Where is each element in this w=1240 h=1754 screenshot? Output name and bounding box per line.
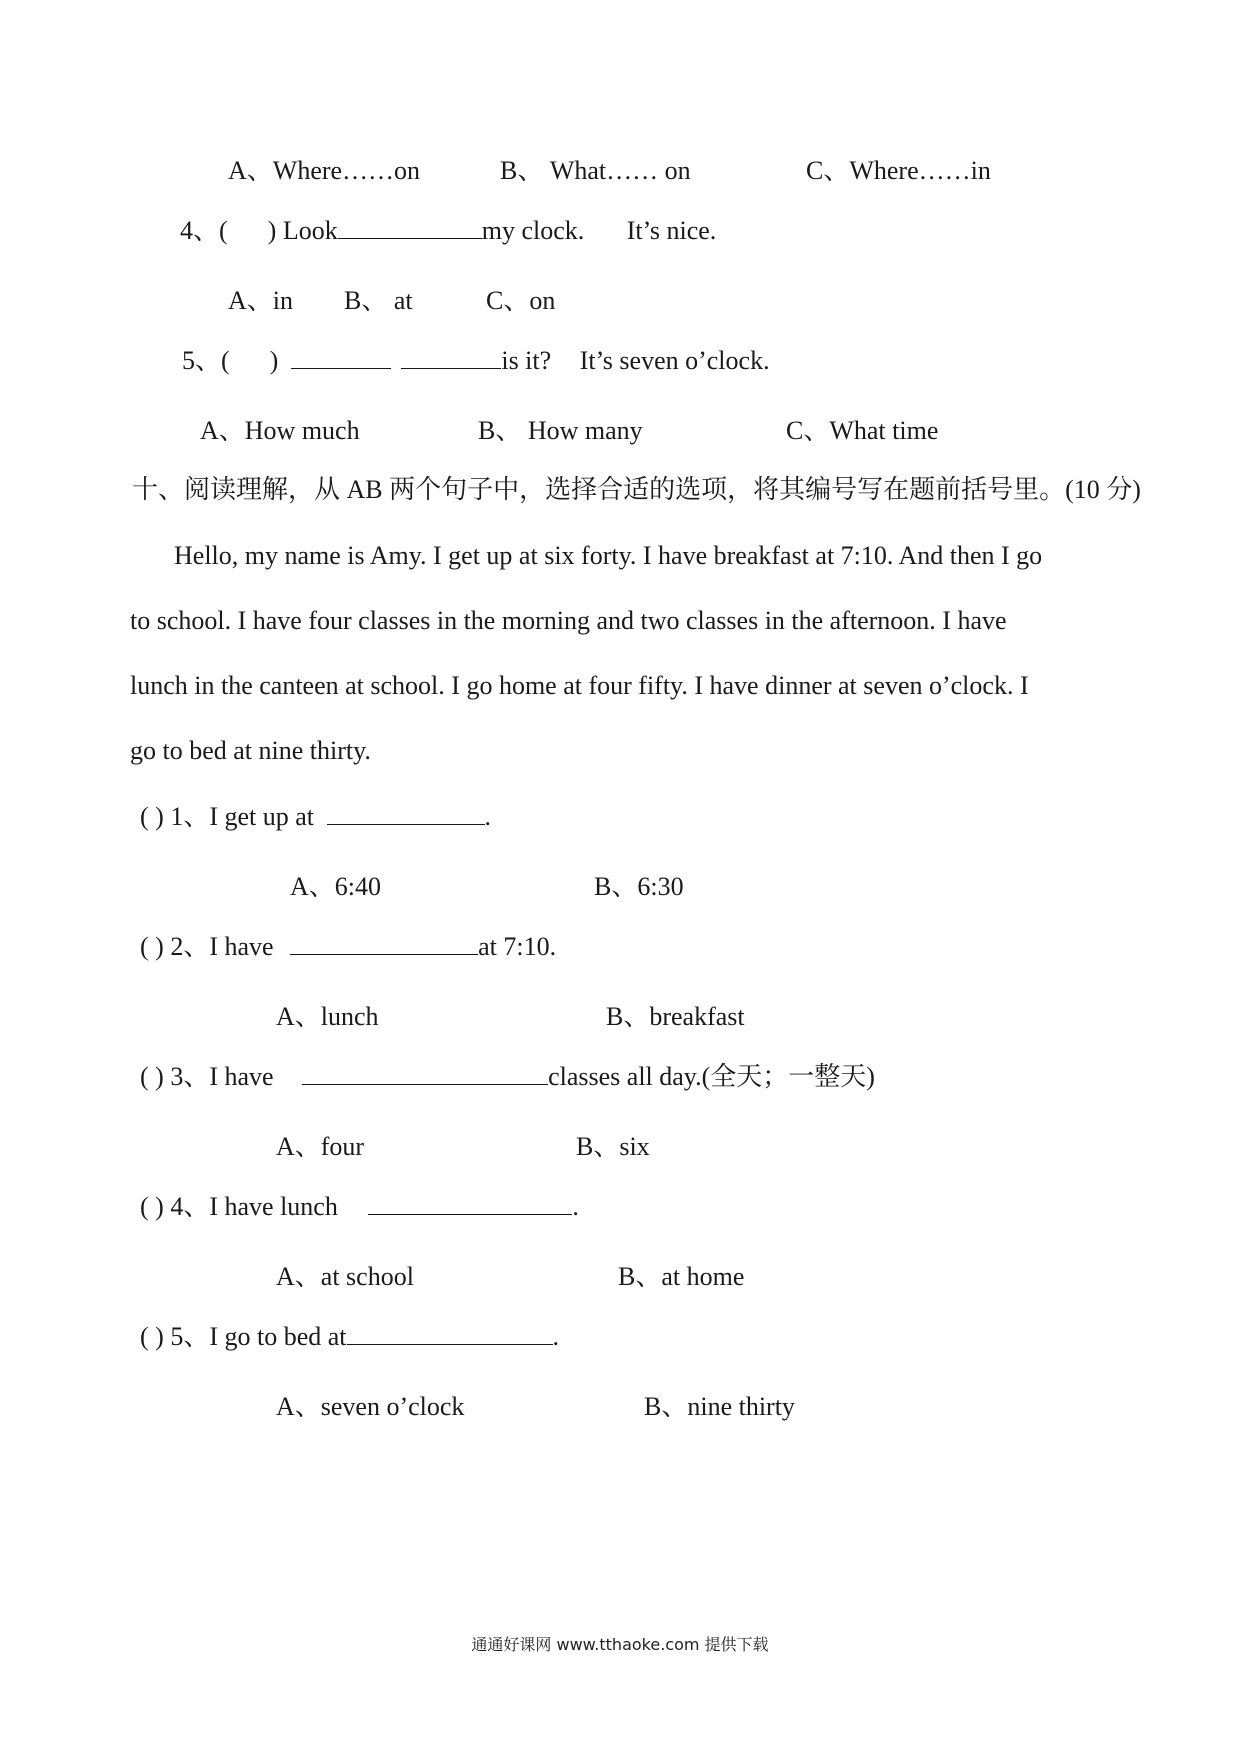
section-10-title: 十、阅读理解，从 AB 两个句子中，选择合适的选项，将其编号写在题前括号里。(10 分) [132, 475, 1141, 504]
q1-option-a: A、6:40 [290, 872, 382, 901]
q3-answer-blank[interactable] [302, 1060, 548, 1085]
passage-line-2: to school. I have four classes in the morning and two classes in the afternoon. I have [130, 606, 1007, 635]
q5-stem-after: is it? [501, 346, 552, 375]
q2-option-a: A、lunch [276, 1002, 379, 1031]
reading-question-1 [140, 800, 491, 833]
q3r-option-a: A、four [276, 1132, 365, 1161]
q5-answer-blank-1[interactable] [291, 344, 391, 369]
q5r-stem: 5、I go to bed at [170, 1322, 347, 1351]
q3-stem: 3、I have [170, 1062, 274, 1091]
q5r-answer-paren[interactable]: ( ) [140, 1322, 164, 1351]
q5-option-b: B、 How many [478, 416, 643, 445]
q5-paren-close: ) [269, 346, 279, 375]
q5r-answer-blank[interactable] [347, 1320, 553, 1345]
q4-option-b: B、 at [344, 286, 413, 315]
q4-line [180, 214, 716, 247]
q3-option-a: A、Where……on [228, 156, 421, 185]
q3-end: classes all day.(全天；一整天) [548, 1062, 875, 1091]
q1-option-b: B、6:30 [594, 872, 684, 901]
q5-option-c: C、What time [786, 416, 939, 445]
q5r-option-a: A、seven o’clock [276, 1392, 465, 1421]
q4-stem-before: Look [282, 216, 338, 245]
reading-question-4 [140, 1190, 579, 1223]
reading-question-5 [140, 1320, 559, 1353]
q3r-option-b: B、six [576, 1132, 650, 1161]
q1-stem: 1、I get up at [170, 802, 315, 831]
q1-end: . [484, 802, 492, 831]
q2-stem: 2、I have [170, 932, 274, 961]
q4-number: 4、( [180, 216, 228, 245]
q4r-option-a: A、at school [276, 1262, 414, 1291]
q4r-stem: 4、I have lunch [170, 1192, 338, 1221]
q4r-answer-paren[interactable]: ( ) [140, 1192, 164, 1221]
q5-answer-blank-2[interactable] [401, 344, 501, 369]
q5-tail: It’s seven o’clock. [579, 346, 770, 375]
q2-answer-blank[interactable] [290, 930, 478, 955]
page-footer: 通通好课网 www.tthaoke.com 提供下载 [471, 1635, 769, 1654]
passage-line-1: Hello, my name is Amy. I get up at six forty. I have breakfast at 7:10. And then I go [174, 541, 1043, 570]
q3-option-c: C、Where……in [806, 156, 991, 185]
q4-answer-blank[interactable] [338, 214, 482, 239]
q2-answer-paren[interactable]: ( ) [140, 932, 164, 961]
q5r-end: . [552, 1322, 560, 1351]
q5-option-a: A、How much [200, 416, 360, 445]
q4r-end: . [572, 1192, 579, 1221]
reading-question-3 [140, 1060, 875, 1093]
q3-option-b: B、 What…… on [500, 156, 691, 185]
q3-answer-paren[interactable]: ( ) [140, 1062, 164, 1091]
q1-answer-blank[interactable] [327, 800, 485, 825]
q4-option-c: C、on [486, 286, 556, 315]
passage-line-3: lunch in the canteen at school. I go home at four fifty. I have dinner at seven o’clock. I [130, 671, 1029, 700]
q4-option-a: A、in [228, 286, 294, 315]
q4-paren-close: ) [267, 216, 277, 245]
q2-end: at 7:10. [478, 932, 557, 961]
q2-option-b: B、breakfast [606, 1002, 745, 1031]
q4r-answer-blank[interactable] [368, 1190, 572, 1215]
q4-stem-after: my clock. [481, 216, 585, 245]
q4-tail: It’s nice. [626, 216, 717, 245]
q4r-option-b: B、at home [618, 1262, 745, 1291]
q5-line [182, 344, 770, 377]
q5r-option-b: B、nine thirty [644, 1392, 795, 1421]
q1-answer-paren[interactable]: ( ) [140, 802, 164, 831]
q5-number: 5、( [182, 346, 230, 375]
passage-line-4: go to bed at nine thirty. [130, 736, 371, 765]
reading-question-2 [140, 930, 556, 963]
